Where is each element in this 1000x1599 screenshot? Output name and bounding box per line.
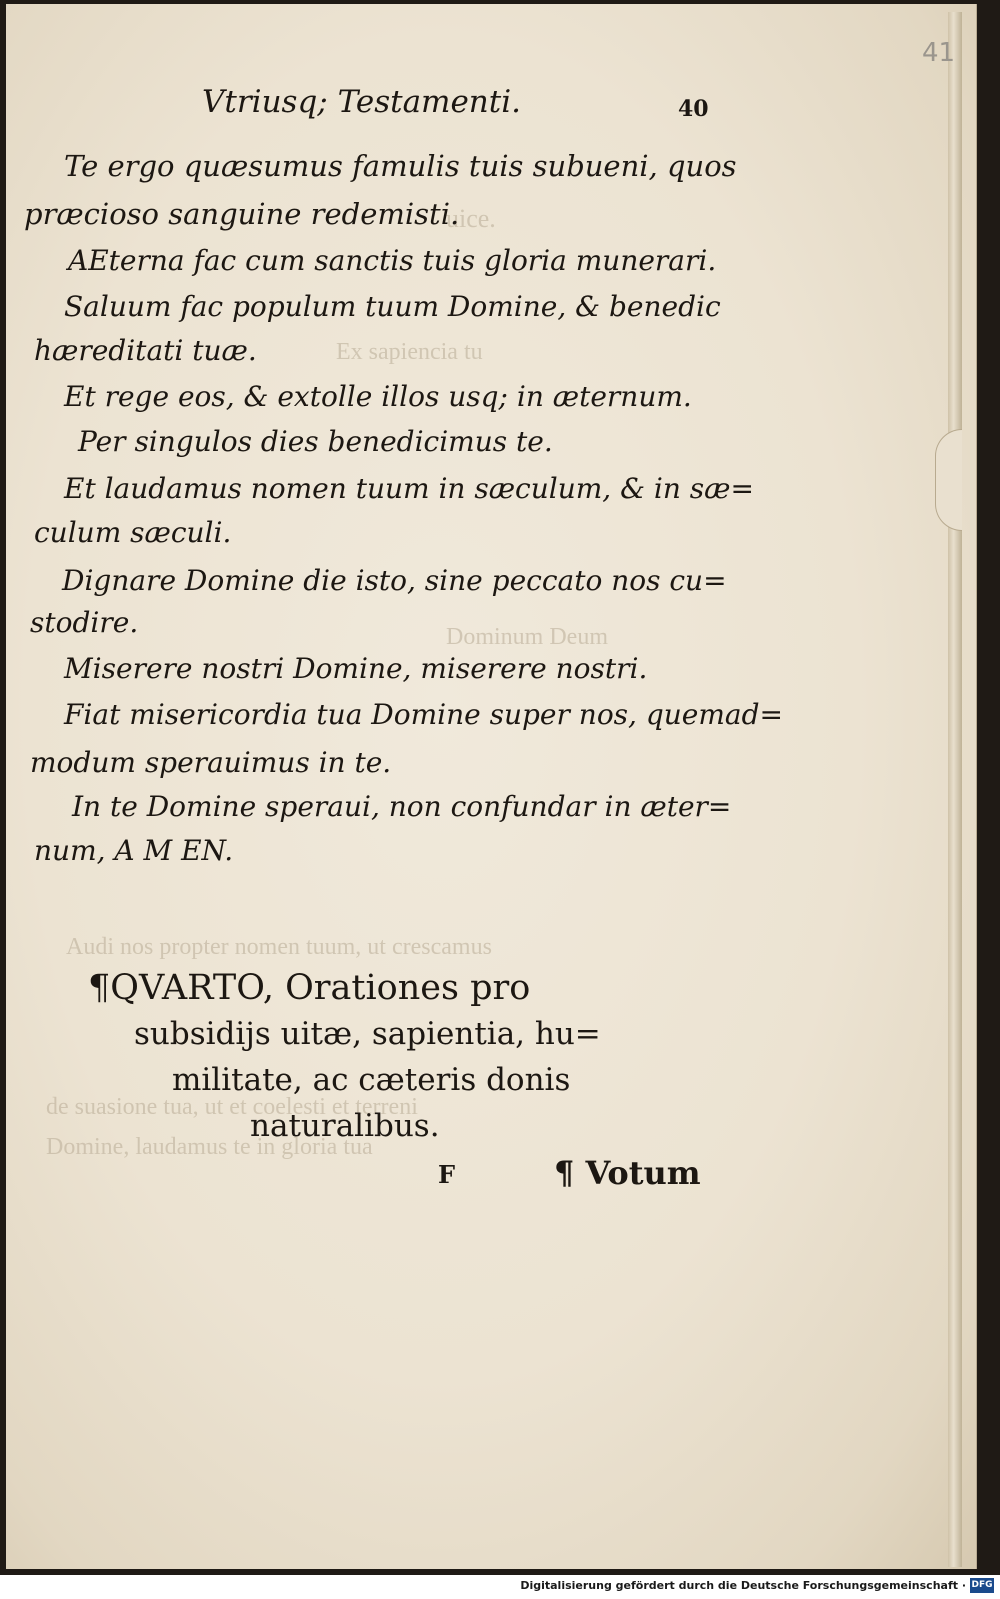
verse-line: Et laudamus nomen tuum in sæculum, & in sæ= xyxy=(64,472,754,505)
digitization-credit: Digitalisierung gefördert durch die Deutsche Forschungsgemeinschaft · xyxy=(520,1579,966,1592)
verse-line: Per singulos dies benedicimus te. xyxy=(78,425,553,458)
verse-line: Et rege eos, & extolle illos usq; in æternum. xyxy=(64,380,692,413)
verse-line: In te Domine speraui, non confundar in æter= xyxy=(72,790,732,823)
verse-line: Dignare Domine die isto, sine peccato nos cu= xyxy=(62,564,727,597)
footer-bar xyxy=(0,1575,1000,1599)
verse-line: AEterna fac cum sanctis tuis gloria munerari. xyxy=(68,244,717,277)
bleed-through: Dominum Deum xyxy=(446,624,608,650)
bleed-through: Ex sapiencia tu xyxy=(336,339,483,365)
verse-line: præcioso sanguine redemisti. xyxy=(24,197,460,231)
dfg-logo: DFG xyxy=(970,1578,994,1593)
section-heading-line: militate, ac cæteris donis xyxy=(172,1062,571,1098)
bleed-through: Audi nos propter nomen tuum, ut crescamus xyxy=(66,934,492,960)
verse-line: modum sperauimus in te. xyxy=(30,746,392,779)
catchword: ¶ Votum xyxy=(554,1154,701,1192)
verse-line: culum sæculi. xyxy=(34,516,232,549)
bleed-through: uice. xyxy=(446,204,496,233)
verse-line: Fiat misericordia tua Domine super nos, quemad= xyxy=(64,698,784,731)
verse-line: hæreditati tuæ. xyxy=(34,334,257,367)
verse-line: Miserere nostri Domine, miserere nostri. xyxy=(64,652,648,685)
signature-mark: F xyxy=(438,1160,456,1189)
page-edge xyxy=(948,12,962,1567)
bleed-through: Domine, laudamus te in gloria tua xyxy=(46,1134,373,1160)
page-tab-marker xyxy=(935,429,962,531)
verse-line: Te ergo quæsumus famulis tuis subueni, quos xyxy=(64,149,737,183)
pencil-folio-number: 41 xyxy=(922,38,956,68)
book-page xyxy=(6,4,977,1569)
bleed-through: de suasione tua, ut et coelesti et terreni xyxy=(46,1094,418,1120)
verse-line: stodire. xyxy=(30,606,139,639)
verse-line: num, A M EN. xyxy=(34,834,234,867)
section-heading-line: ¶QVARTO, Orationes pro xyxy=(88,968,531,1008)
page-number: 40 xyxy=(678,96,709,122)
section-heading-line: naturalibus. xyxy=(250,1108,440,1144)
running-title: Vtriusq; Testamenti. xyxy=(202,84,521,120)
section-heading-line: subsidijs uitæ, sapientia, hu= xyxy=(134,1016,601,1052)
verse-line: Saluum fac populum tuum Domine, & benedic xyxy=(64,290,721,323)
